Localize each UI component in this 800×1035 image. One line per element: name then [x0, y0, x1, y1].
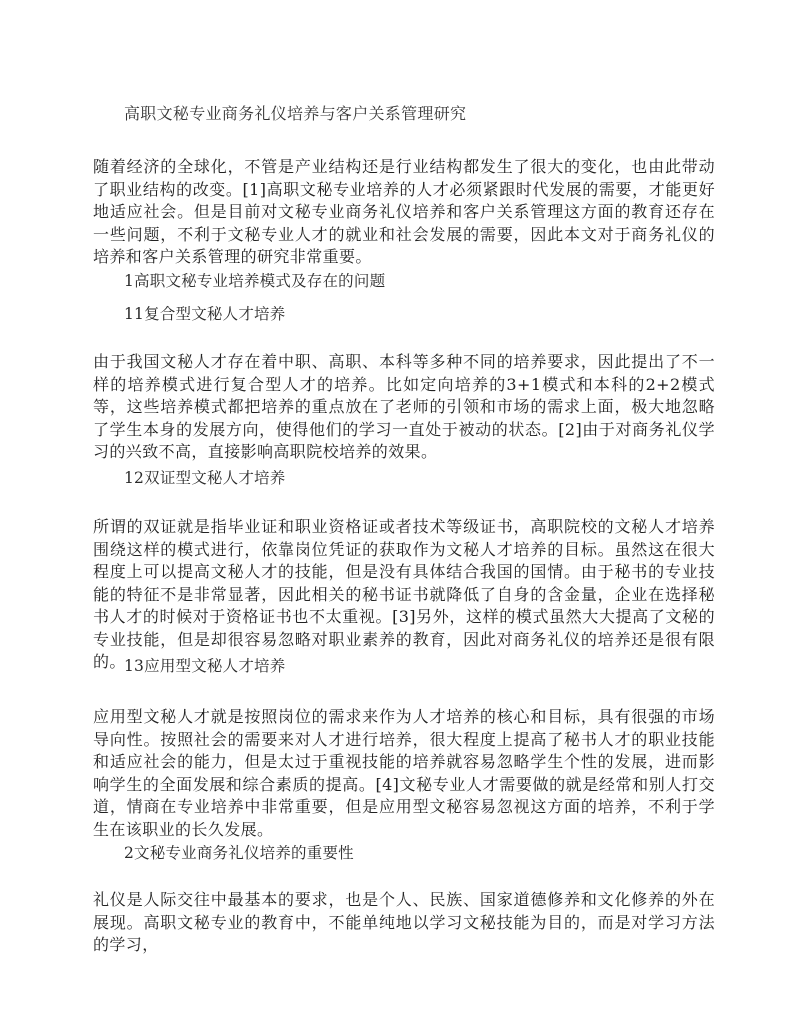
intro-paragraph: 随着经济的全球化，不管是产业结构还是行业结构都发生了很大的变化，也由此带动了职业结构的改变。[1]高职文秘专业培养的人才必须紧跟时代发展的需要，才能更好地适应社会。但是目前对文秘专业商务礼仪培养和客户关系管理这方面的教育还存在一些问题，不利于文秘专业人才的就业和社会发展的需要，因此本文对于商务礼仪的培养和客户关系管理的研究非常重要。	[93, 157, 715, 266]
section-body-1-2: 所谓的双证就是指毕业证和职业资格证或者技术等级证书，高职院校的文秘人才培养围绕这样的模式进行，依靠岗位凭证的获取作为文秘人才培养的目标。虽然这在很大程度上可以提高文秘人才的技能，但是没有具体结合我国的国情。由于秘书的专业技能的特征不是非常显著，因此相关的秘书证书就降低了自身的含金量，企业在选择秘书人才的时候对于资格证书也不太重视。[3]另外，这样的模式虽然大大提高了文秘的专业技能，但是却很容易忽略对职业素养的教育，因此对商务礼仪的培养还是很有限的。	[93, 517, 715, 671]
section-heading-1-3: 13应用型文秘人才培养	[124, 657, 286, 675]
section-heading-1: 1高职文秘专业培养模式及存在的问题	[124, 272, 386, 290]
section-heading-1-2: 12双证型文秘人才培养	[124, 469, 286, 487]
section-body-2: 礼仪是人际交往中最基本的要求，也是个人、民族、国家道德修养和文化修养的外在展现。高职文秘专业的教育中，不能单纯地以学习文秘技能为目的，而是对学习方法的学习，	[93, 890, 715, 954]
section-heading-2: 2文秘专业商务礼仪培养的重要性	[124, 844, 354, 862]
section-heading-1-1: 11复合型文秘人才培养	[124, 305, 286, 323]
section-body-1-1: 由于我国文秘人才存在着中职、高职、本科等多种不同的培养要求，因此提出了不一样的培养模式进行复合型人才的培养。比如定向培养的3+1模式和本科的2+2模式等，这些培养模式都把培养的重点放在了老师的引领和市场的需求上面，极大地忽略了学生本身的发展方向，使得他们的学习一直处于被动的状态。[2]由于对商务礼仪学习的兴致不高，直接影响高职院校培养的效果。	[93, 352, 715, 461]
document-title: 高职文秘专业商务礼仪培养与客户关系管理研究	[124, 104, 467, 123]
section-body-1-3: 应用型文秘人才就是按照岗位的需求来作为人才培养的核心和目标，具有很强的市场导向性。按照社会的需要来对人才进行培养，很大程度上提高了秘书人才的职业技能和适应社会的能力，但是太过于重视技能的培养就容易忽略学生个性的发展，进而影响学生的全面发展和综合素质的提高。[4]文秘专业人才需要做的就是经常和别人打交道，情商在专业培养中非常重要，但是应用型文秘容易忽视这方面的培养，不利于学生在该职业的长久发展。	[93, 707, 715, 839]
